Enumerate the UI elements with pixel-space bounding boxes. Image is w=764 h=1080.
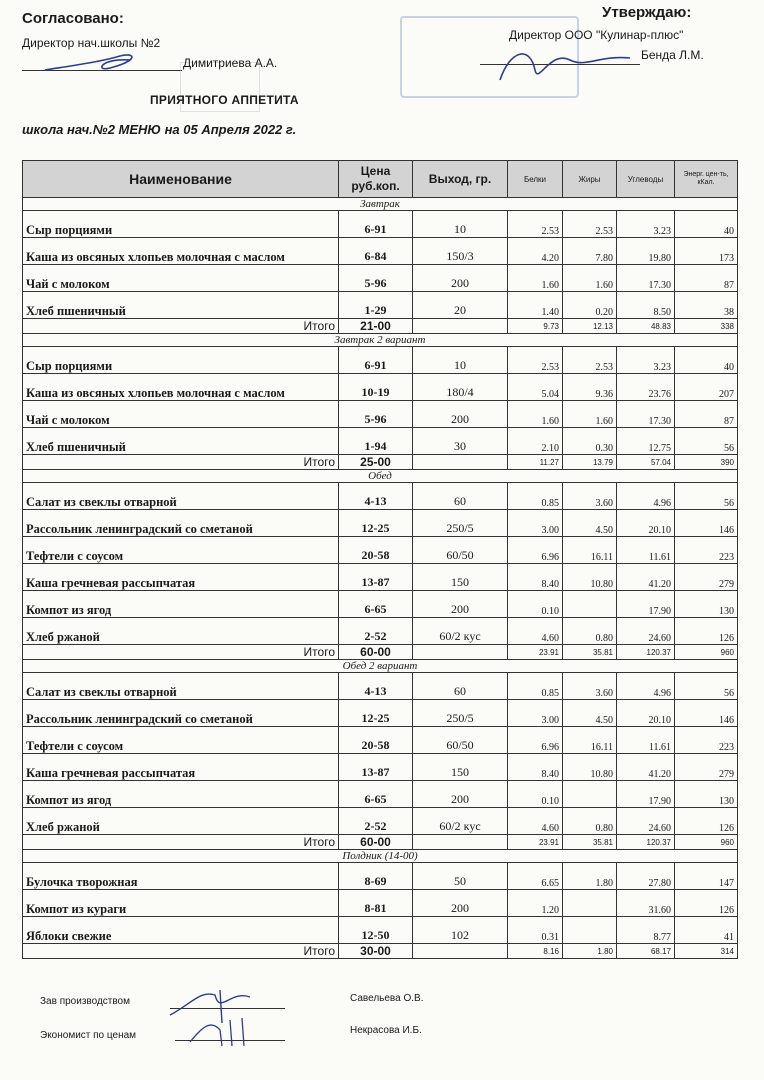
item-fat: 0.20 <box>563 292 617 319</box>
item-carbs: 11.61 <box>617 537 675 564</box>
item-output: 150 <box>413 564 508 591</box>
item-carbs: 8.50 <box>617 292 675 319</box>
item-carbs: 24.60 <box>617 618 675 645</box>
menu-body <box>23 198 738 959</box>
item-output: 150/3 <box>413 238 508 265</box>
item-kcal: 146 <box>675 510 738 537</box>
total-label: Итого <box>23 319 339 334</box>
confirm-title: Утверждаю: <box>602 4 692 21</box>
item-carbs: 4.96 <box>617 483 675 510</box>
total-carbs: 68.17 <box>617 944 675 959</box>
item-fat: 1.60 <box>563 265 617 292</box>
item-fat: 3.60 <box>563 483 617 510</box>
item-kcal: 56 <box>675 483 738 510</box>
menu-item-row <box>23 292 738 319</box>
total-protein: 23.91 <box>508 645 563 660</box>
item-output: 200 <box>413 591 508 618</box>
item-kcal: 40 <box>675 347 738 374</box>
item-price: 13-87 <box>339 564 413 591</box>
total-row <box>23 835 738 850</box>
item-fat: 9.36 <box>563 374 617 401</box>
total-fat: 13.79 <box>563 455 617 470</box>
header-energy: Энерг. цен-ть, кКал. <box>675 161 738 198</box>
item-fat: 0.80 <box>563 618 617 645</box>
item-carbs: 17.30 <box>617 265 675 292</box>
item-name: Тефтели с соусом <box>23 727 339 754</box>
total-kcal: 338 <box>675 319 738 334</box>
item-price: 6-65 <box>339 781 413 808</box>
total-output-empty <box>413 835 508 850</box>
menu-item-row <box>23 890 738 917</box>
section-row <box>23 198 738 211</box>
item-carbs: 4.96 <box>617 673 675 700</box>
item-name: Салат из свеклы отварной <box>23 673 339 700</box>
item-protein: 6.65 <box>508 863 563 890</box>
item-price: 1-94 <box>339 428 413 455</box>
item-protein: 8.40 <box>508 564 563 591</box>
total-kcal: 960 <box>675 645 738 660</box>
item-carbs: 41.20 <box>617 564 675 591</box>
item-name: Компот из ягод <box>23 591 339 618</box>
item-output: 250/5 <box>413 510 508 537</box>
section-title: Завтрак <box>23 198 738 211</box>
item-price: 6-91 <box>339 211 413 238</box>
menu-title: школа нач.№2 МЕНЮ на 05 Апреля 2022 г. <box>22 122 297 137</box>
total-protein: 23.91 <box>508 835 563 850</box>
section-row <box>23 334 738 347</box>
total-row <box>23 319 738 334</box>
item-carbs: 17.90 <box>617 781 675 808</box>
item-name: Хлеб пшеничный <box>23 428 339 455</box>
total-output-empty <box>413 645 508 660</box>
total-carbs: 48.83 <box>617 319 675 334</box>
section-title: Обед <box>23 470 738 483</box>
item-protein: 1.20 <box>508 890 563 917</box>
item-fat <box>563 591 617 618</box>
item-price: 6-65 <box>339 591 413 618</box>
section-title: Обед 2 вариант <box>23 660 738 673</box>
item-protein: 6.96 <box>508 537 563 564</box>
item-kcal: 130 <box>675 591 738 618</box>
item-carbs: 17.30 <box>617 401 675 428</box>
item-carbs: 41.20 <box>617 754 675 781</box>
item-kcal: 147 <box>675 863 738 890</box>
menu-item-row <box>23 618 738 645</box>
item-carbs: 23.76 <box>617 374 675 401</box>
item-protein: 0.31 <box>508 917 563 944</box>
item-name: Тефтели с соусом <box>23 537 339 564</box>
item-price: 20-58 <box>339 727 413 754</box>
item-name: Булочка творожная <box>23 863 339 890</box>
total-fat: 1.80 <box>563 944 617 959</box>
item-kcal: 207 <box>675 374 738 401</box>
production-role: Зав производством <box>40 996 130 1007</box>
item-carbs: 24.60 <box>617 808 675 835</box>
menu-table <box>22 160 738 959</box>
item-output: 102 <box>413 917 508 944</box>
item-protein: 4.60 <box>508 618 563 645</box>
item-kcal: 279 <box>675 754 738 781</box>
item-fat: 16.11 <box>563 727 617 754</box>
item-output: 60/2 кус <box>413 808 508 835</box>
item-name: Рассольник ленинградский со сметаной <box>23 510 339 537</box>
total-label: Итого <box>23 645 339 660</box>
item-protein: 5.04 <box>508 374 563 401</box>
item-price: 6-84 <box>339 238 413 265</box>
item-price: 12-25 <box>339 510 413 537</box>
item-name: Хлеб пшеничный <box>23 292 339 319</box>
item-kcal: 38 <box>675 292 738 319</box>
menu-item-row <box>23 591 738 618</box>
total-output-empty <box>413 944 508 959</box>
total-carbs: 57.04 <box>617 455 675 470</box>
approved-name: Димитриева А.А. <box>183 56 278 70</box>
item-protein: 0.85 <box>508 673 563 700</box>
item-carbs: 3.23 <box>617 347 675 374</box>
item-carbs: 17.90 <box>617 591 675 618</box>
item-fat: 0.30 <box>563 428 617 455</box>
item-carbs: 11.61 <box>617 727 675 754</box>
item-name: Компот из ягод <box>23 781 339 808</box>
item-kcal: 40 <box>675 211 738 238</box>
item-kcal: 146 <box>675 700 738 727</box>
menu-item-row <box>23 863 738 890</box>
menu-item-row <box>23 510 738 537</box>
approved-title: Согласовано: <box>22 10 124 27</box>
item-fat <box>563 781 617 808</box>
item-protein: 3.00 <box>508 700 563 727</box>
item-carbs: 8.77 <box>617 917 675 944</box>
total-protein: 8.16 <box>508 944 563 959</box>
item-price: 2-52 <box>339 808 413 835</box>
section-row <box>23 660 738 673</box>
item-price: 5-96 <box>339 265 413 292</box>
total-fat: 35.81 <box>563 645 617 660</box>
header-output: Выход, гр. <box>413 161 508 198</box>
item-output: 200 <box>413 781 508 808</box>
total-label: Итого <box>23 455 339 470</box>
approved-role: Директор нач.школы №2 <box>22 36 161 50</box>
item-price: 5-96 <box>339 401 413 428</box>
item-kcal: 130 <box>675 781 738 808</box>
total-carbs: 120.37 <box>617 835 675 850</box>
menu-item-row <box>23 483 738 510</box>
item-fat: 10.80 <box>563 754 617 781</box>
item-protein: 2.53 <box>508 347 563 374</box>
menu-item-row <box>23 428 738 455</box>
item-carbs: 19.80 <box>617 238 675 265</box>
item-fat: 3.60 <box>563 673 617 700</box>
item-protein: 1.60 <box>508 265 563 292</box>
menu-item-row <box>23 917 738 944</box>
item-price: 12-25 <box>339 700 413 727</box>
total-label: Итого <box>23 944 339 959</box>
item-fat: 1.60 <box>563 401 617 428</box>
item-output: 200 <box>413 890 508 917</box>
menu-item-row <box>23 673 738 700</box>
item-name: Сыр порциями <box>23 347 339 374</box>
menu-item-row <box>23 754 738 781</box>
menu-item-row <box>23 401 738 428</box>
item-protein: 2.10 <box>508 428 563 455</box>
total-kcal: 314 <box>675 944 738 959</box>
item-output: 180/4 <box>413 374 508 401</box>
menu-item-row <box>23 564 738 591</box>
item-name: Хлеб ржаной <box>23 618 339 645</box>
item-price: 13-87 <box>339 754 413 781</box>
item-output: 150 <box>413 754 508 781</box>
menu-item-row <box>23 347 738 374</box>
header-name: Наименование <box>23 161 339 198</box>
menu-item-row <box>23 727 738 754</box>
item-carbs: 12.75 <box>617 428 675 455</box>
section-title: Полдник (14-00) <box>23 850 738 863</box>
item-fat: 0.80 <box>563 808 617 835</box>
item-price: 10-19 <box>339 374 413 401</box>
total-kcal: 390 <box>675 455 738 470</box>
item-fat: 7.80 <box>563 238 617 265</box>
confirm-name: Бенда Л.М. <box>641 48 704 62</box>
item-name: Компот из кураги <box>23 890 339 917</box>
item-fat: 16.11 <box>563 537 617 564</box>
menu-item-row <box>23 238 738 265</box>
item-protein: 0.10 <box>508 781 563 808</box>
item-kcal: 173 <box>675 238 738 265</box>
item-kcal: 223 <box>675 727 738 754</box>
total-kcal: 960 <box>675 835 738 850</box>
menu-item-row <box>23 211 738 238</box>
total-row <box>23 455 738 470</box>
item-price: 2-52 <box>339 618 413 645</box>
header-carbs: Углеводы <box>617 161 675 198</box>
item-protein: 2.53 <box>508 211 563 238</box>
item-fat <box>563 917 617 944</box>
total-protein: 9.73 <box>508 319 563 334</box>
item-fat: 10.80 <box>563 564 617 591</box>
item-output: 60 <box>413 673 508 700</box>
economist-signature <box>180 1010 280 1050</box>
item-output: 10 <box>413 347 508 374</box>
item-output: 250/5 <box>413 700 508 727</box>
item-name: Каша из овсяных хлопьев молочная с маслом <box>23 374 339 401</box>
approved-signature <box>40 48 150 78</box>
item-output: 30 <box>413 428 508 455</box>
item-kcal: 279 <box>675 564 738 591</box>
menu-item-row <box>23 808 738 835</box>
item-fat <box>563 890 617 917</box>
total-fat: 35.81 <box>563 835 617 850</box>
total-protein: 11.27 <box>508 455 563 470</box>
item-protein: 4.60 <box>508 808 563 835</box>
item-output: 20 <box>413 292 508 319</box>
item-output: 10 <box>413 211 508 238</box>
production-name: Савельева О.В. <box>350 993 424 1004</box>
total-output-empty <box>413 319 508 334</box>
economist-role: Экономист по ценам <box>40 1030 137 1041</box>
total-price: 60-00 <box>339 835 413 850</box>
item-price: 12-50 <box>339 917 413 944</box>
item-fat: 4.50 <box>563 700 617 727</box>
section-title: Завтрак 2 вариант <box>23 334 738 347</box>
item-name: Каша гречневая рассыпчатая <box>23 564 339 591</box>
total-fat: 12.13 <box>563 319 617 334</box>
item-output: 200 <box>413 265 508 292</box>
item-kcal: 126 <box>675 890 738 917</box>
item-kcal: 56 <box>675 428 738 455</box>
item-kcal: 56 <box>675 673 738 700</box>
item-protein: 1.40 <box>508 292 563 319</box>
subtitle: ПРИЯТНОГО АППЕТИТА <box>150 93 299 107</box>
item-price: 8-81 <box>339 890 413 917</box>
item-output: 50 <box>413 863 508 890</box>
item-name: Чай с молоком <box>23 265 339 292</box>
item-name: Сыр порциями <box>23 211 339 238</box>
item-price: 8-69 <box>339 863 413 890</box>
item-carbs: 20.10 <box>617 700 675 727</box>
item-fat: 1.80 <box>563 863 617 890</box>
item-fat: 2.53 <box>563 211 617 238</box>
menu-item-row <box>23 537 738 564</box>
economist-name: Некрасова И.Б. <box>350 1025 422 1036</box>
menu-item-row <box>23 374 738 401</box>
item-price: 1-29 <box>339 292 413 319</box>
item-carbs: 20.10 <box>617 510 675 537</box>
total-carbs: 120.37 <box>617 645 675 660</box>
item-kcal: 87 <box>675 401 738 428</box>
item-output: 60 <box>413 483 508 510</box>
item-name: Рассольник ленинградский со сметаной <box>23 700 339 727</box>
confirm-signature <box>490 40 640 90</box>
item-protein: 0.85 <box>508 483 563 510</box>
item-name: Чай с молоком <box>23 401 339 428</box>
menu-item-row <box>23 781 738 808</box>
item-carbs: 3.23 <box>617 211 675 238</box>
item-price: 6-91 <box>339 347 413 374</box>
section-row <box>23 470 738 483</box>
header-price: Цена руб.коп. <box>339 161 413 198</box>
item-name: Хлеб ржаной <box>23 808 339 835</box>
item-protein: 8.40 <box>508 754 563 781</box>
menu-item-row <box>23 700 738 727</box>
item-fat: 4.50 <box>563 510 617 537</box>
menu-item-row <box>23 265 738 292</box>
item-kcal: 41 <box>675 917 738 944</box>
item-price: 4-13 <box>339 483 413 510</box>
confirm-role: Директор ООО "Кулинар-плюс" <box>509 28 684 42</box>
total-price: 30-00 <box>339 944 413 959</box>
item-kcal: 126 <box>675 808 738 835</box>
item-output: 200 <box>413 401 508 428</box>
item-fat: 2.53 <box>563 347 617 374</box>
header-fat: Жиры <box>563 161 617 198</box>
item-name: Яблоки свежие <box>23 917 339 944</box>
item-name: Каша гречневая рассыпчатая <box>23 754 339 781</box>
total-price: 21-00 <box>339 319 413 334</box>
item-price: 20-58 <box>339 537 413 564</box>
item-output: 60/50 <box>413 727 508 754</box>
section-row <box>23 850 738 863</box>
header-protein: Белки <box>508 161 563 198</box>
item-kcal: 126 <box>675 618 738 645</box>
total-label: Итого <box>23 835 339 850</box>
item-protein: 0.10 <box>508 591 563 618</box>
table-header-row <box>23 161 738 198</box>
item-name: Салат из свеклы отварной <box>23 483 339 510</box>
item-kcal: 223 <box>675 537 738 564</box>
item-kcal: 87 <box>675 265 738 292</box>
total-output-empty <box>413 455 508 470</box>
total-price: 60-00 <box>339 645 413 660</box>
item-carbs: 27.80 <box>617 863 675 890</box>
total-price: 25-00 <box>339 455 413 470</box>
item-protein: 3.00 <box>508 510 563 537</box>
item-price: 4-13 <box>339 673 413 700</box>
item-protein: 1.60 <box>508 401 563 428</box>
total-row <box>23 645 738 660</box>
item-carbs: 31.60 <box>617 890 675 917</box>
item-output: 60/2 кус <box>413 618 508 645</box>
item-protein: 4.20 <box>508 238 563 265</box>
item-protein: 6.96 <box>508 727 563 754</box>
item-name: Каша из овсяных хлопьев молочная с маслом <box>23 238 339 265</box>
total-row <box>23 944 738 959</box>
item-output: 60/50 <box>413 537 508 564</box>
